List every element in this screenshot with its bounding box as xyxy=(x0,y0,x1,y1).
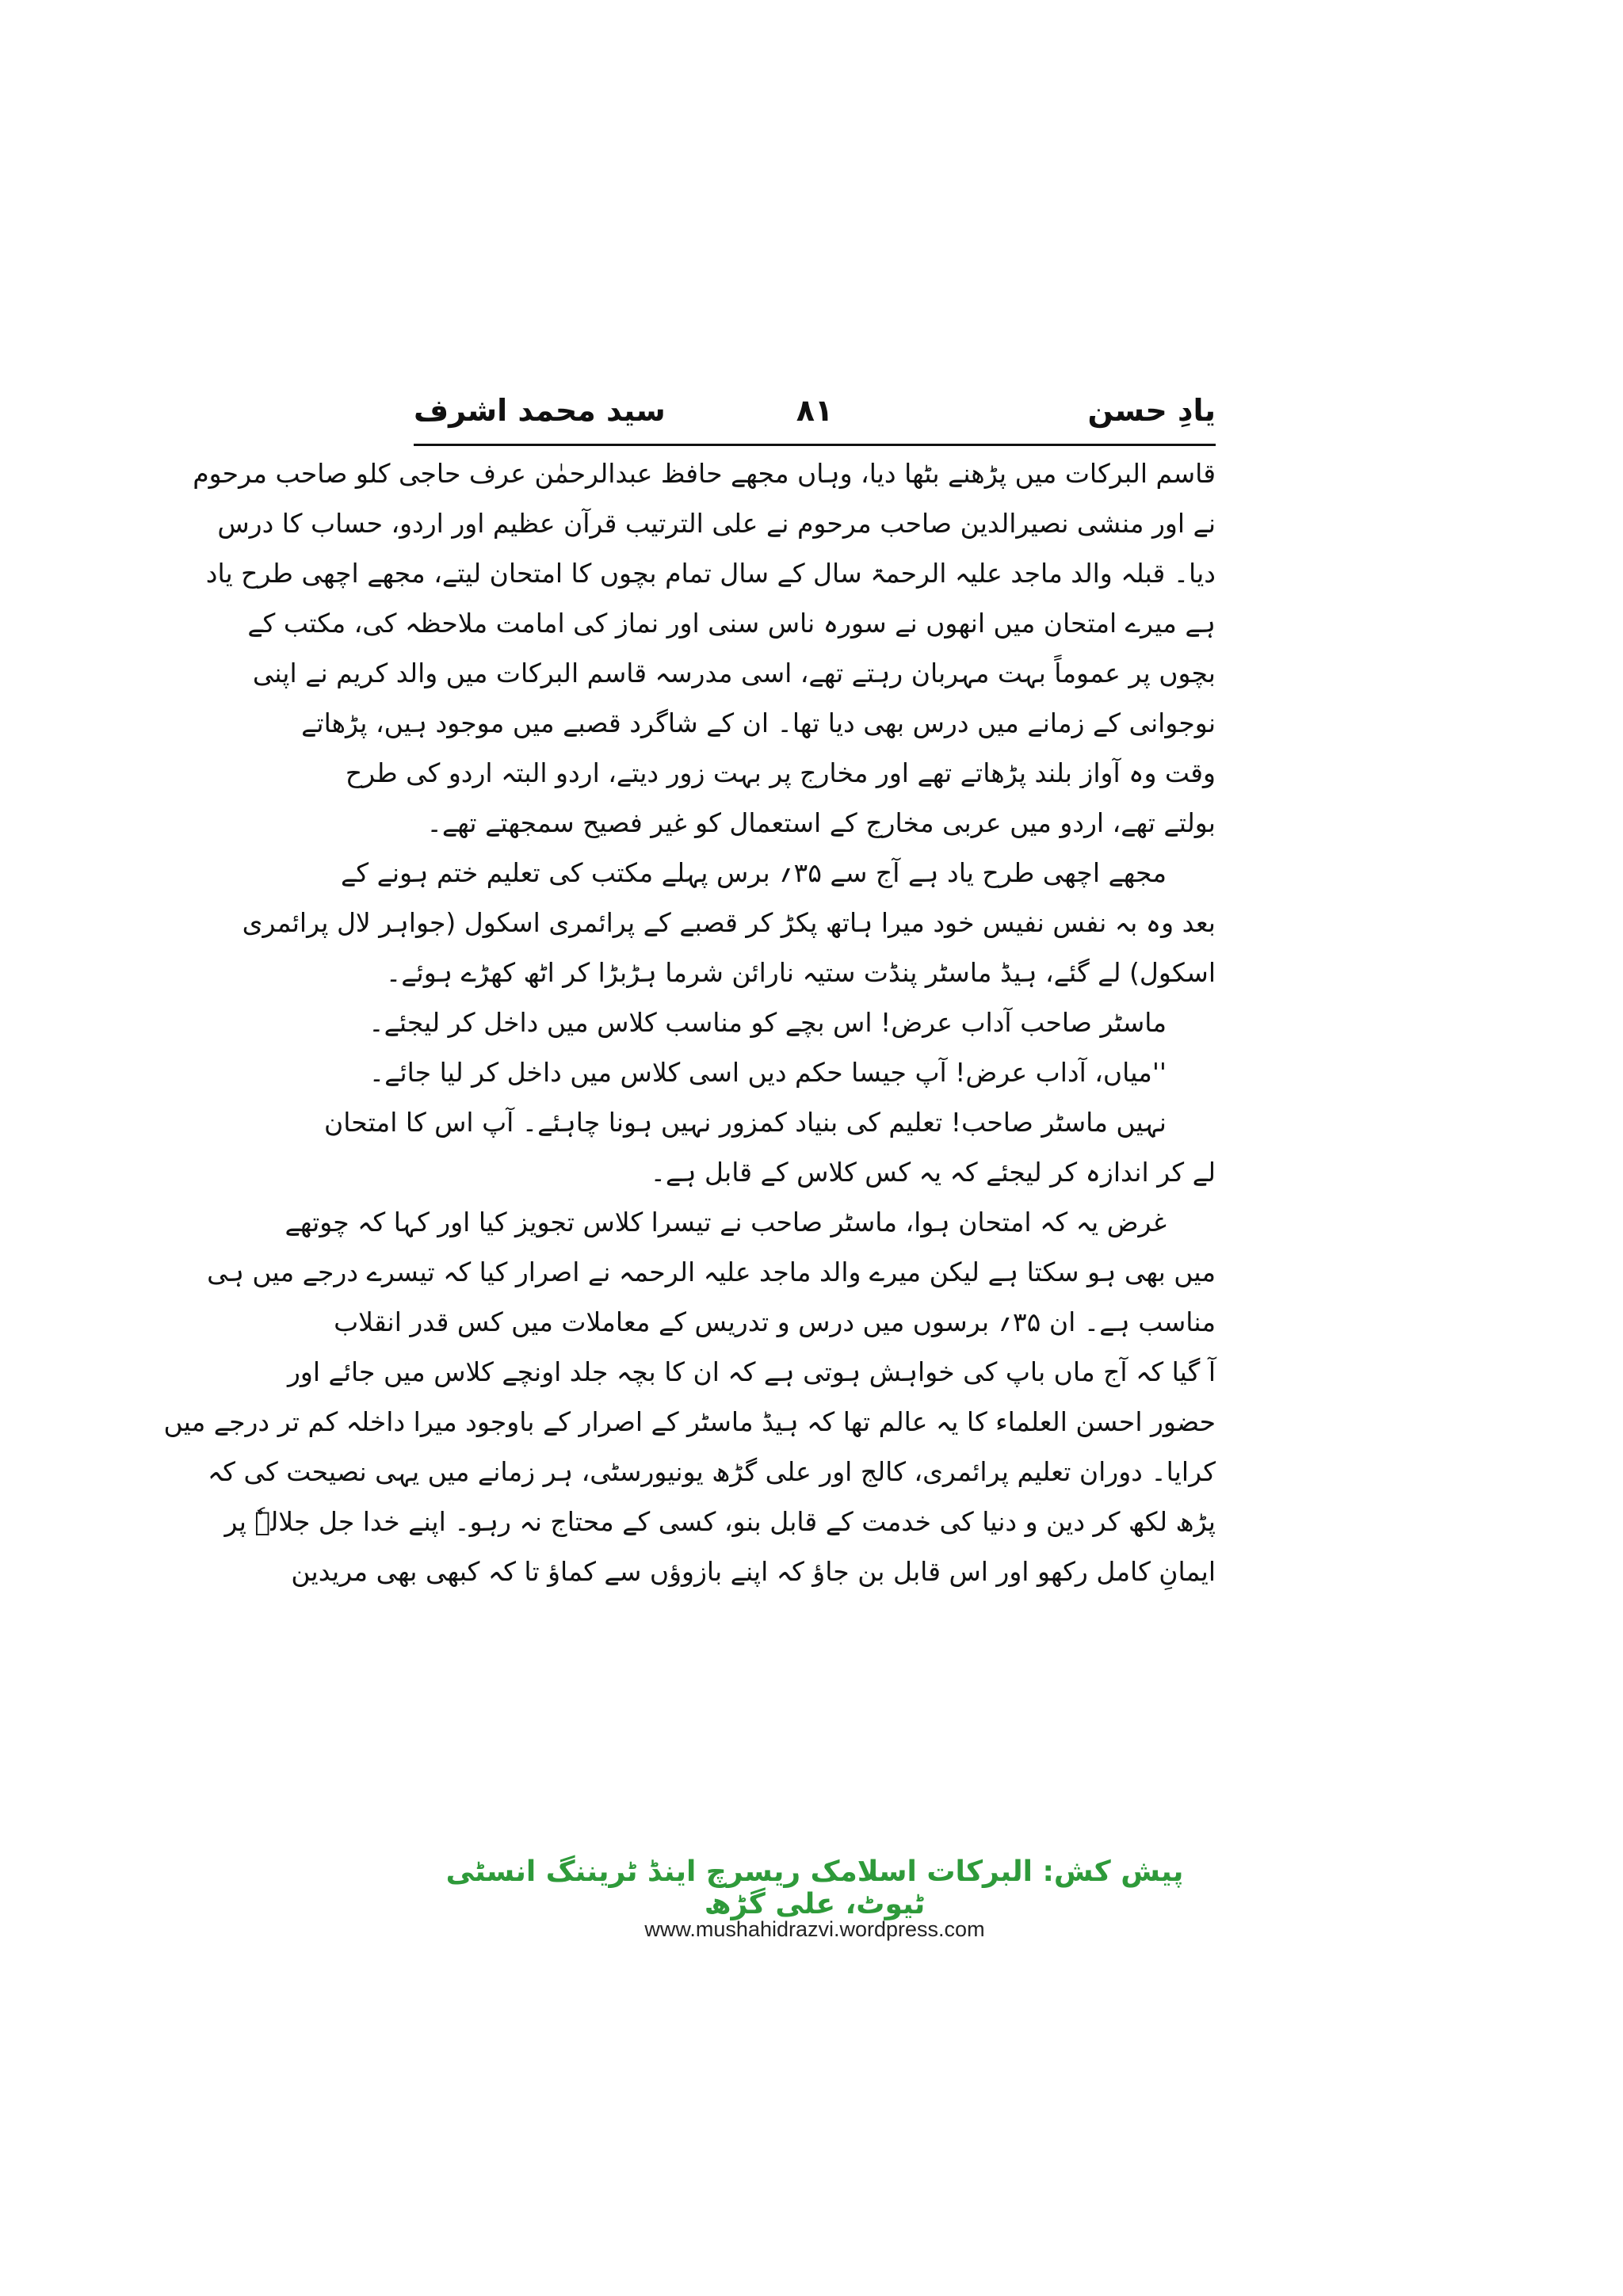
text-line: ماسٹر صاحب آداب عرض! اس بچے کو مناسب کلاس میں داخل کر لیجئے۔ xyxy=(369,1007,1167,1038)
text-line: کرایا۔ دوران تعلیم پرائمری، کالج اور علی گڑھ یونیورسٹی، ہر زمانے میں یہی نصیحت کی کہ xyxy=(207,1456,1216,1487)
text-line: اسکول) لے گئے، ہیڈ ماسٹر پنڈت ستیہ نارائن شرما ہڑبڑا کر اٹھ کھڑے ہوئے۔ xyxy=(385,957,1216,988)
page-number: ۸۱ xyxy=(796,393,834,428)
header-rule xyxy=(414,444,1216,446)
text-line: میں بھی ہو سکتا ہے لیکن میرے والد ماجد علیہ الرحمہ نے اصرار کیا کہ تیسرے درجے میں ہی xyxy=(207,1257,1216,1287)
text-line: لے کر اندازہ کر لیجئے کہ یہ کس کلاس کے قابل ہے۔ xyxy=(650,1157,1216,1188)
text-line: ہے میرے امتحان میں انھوں نے سورہ ناس سنی اور نماز کی امامت ملاحظہ کی، مکتب کے xyxy=(247,608,1216,639)
text-line: غرض یہ کہ امتحان ہوا، ماسٹر صاحب نے تیسرا کلاس تجویز کیا اور کہا کہ چوتھے xyxy=(285,1207,1167,1238)
text-line: دیا۔ قبلہ والد ماجد علیہ الرحمۃ سال کے سال تمام بچوں کا امتحان لیتے، مجھے اچھی طرح یاد xyxy=(205,558,1216,589)
text-line: حضور احسن العلماء کا یہ عالم تھا کہ ہیڈ ماسٹر کے اصرار کے باوجود میرا داخلہ کم تر درجے میں xyxy=(163,1406,1216,1437)
presenter-credit: پیش کش: البرکات اسلامک ریسرچ اینڈ ٹریننگ انسٹی ٹیوٹ، علی گڑھ xyxy=(445,1855,1184,1920)
text-line: بچوں پر عموماً بہت مہربان رہتے تھے، اسی مدرسہ قاسم البرکات میں والد کریم نے اپنی xyxy=(252,658,1216,688)
body-text xyxy=(163,448,1216,1596)
text-line: آ گیا کہ آج ماں باپ کی خواہش ہوتی ہے کہ ان کا بچہ جلد اونچے کلاس میں جائے اور xyxy=(287,1356,1216,1387)
book-title: یادِ حسن xyxy=(1087,393,1216,428)
text-line: پڑھ لکھ کر دین و دنیا کی خدمت کے قابل بنو، کسی کے محتاج نہ رہو۔ اپنے خدا جل جلالہٗ پر xyxy=(224,1506,1216,1537)
text-line: نہیں ماسٹر صاحب! تعلیم کی بنیاد کمزور نہیں ہونا چاہئے۔ آپ اس کا امتحان xyxy=(324,1107,1167,1138)
website-url: www.mushahidrazvi.wordpress.com xyxy=(644,1917,985,1941)
text-line: مناسب ہے۔ ان ۳۵؍ برسوں میں درس و تدریس کے معاملات میں کس قدر انقلاب xyxy=(334,1306,1216,1337)
text-line: ''میاں، آداب عرض! آپ جیسا حکم دیں اسی کلاس میں داخل کر لیا جائے۔ xyxy=(369,1057,1167,1088)
text-line: وقت وہ آواز بلند پڑھاتے تھے اور مخارج پر بہت زور دیتے، اردو البتہ اردو کی طرح xyxy=(345,757,1216,788)
text-line: نوجوانی کے زمانے میں درس بھی دیا تھا۔ ان کے شاگرد قصبے میں موجود ہیں، پڑھاتے xyxy=(301,707,1216,738)
text-line: نے اور منشی نصیرالدین صاحب مرحوم نے علی الترتیب قرآن عظیم اور اردو، حساب کا درس xyxy=(217,508,1216,539)
text-line: بولتے تھے، اردو میں عربی مخارج کے استعمال کو غیر فصیح سمجھتے تھے۔ xyxy=(426,807,1216,838)
text-line: مجھے اچھی طرح یاد ہے آج سے ۳۵؍ برس پہلے مکتب کی تعلیم ختم ہونے کے xyxy=(341,857,1167,888)
page-header xyxy=(414,393,1216,442)
text-line: قاسم البرکات میں پڑھنے بٹھا دیا، وہاں مجھے حافظ عبدالرحمٰن عرف حاجی کلو صاحب مرحوم xyxy=(193,458,1216,489)
author-name: سید محمد اشرف xyxy=(414,393,666,428)
text-line: بعد وہ بہ نفس نفیس خود میرا ہاتھ پکڑ کر قصبے کے پرائمری اسکول (جواہر لال پرائمری xyxy=(242,907,1216,938)
text-line: ایمانِ کامل رکھو اور اس قابل بن جاؤ کہ اپنے بازوؤں سے کماؤ تا کہ کبھی بھی مریدین xyxy=(291,1556,1216,1587)
